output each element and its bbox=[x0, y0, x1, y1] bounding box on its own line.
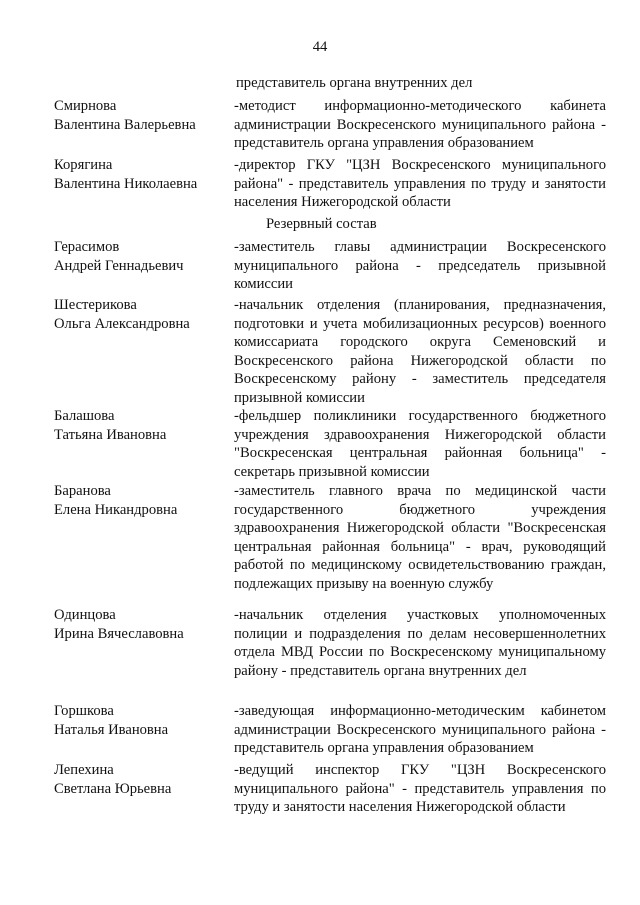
member-name bbox=[54, 606, 229, 643]
reserve-section-title: Резервный состав bbox=[266, 216, 377, 232]
member-surname: Одинцова bbox=[54, 607, 116, 623]
member-name bbox=[54, 238, 229, 275]
member-given-names: Елена Никандровна bbox=[54, 501, 178, 518]
member-surname: Горшкова bbox=[54, 703, 114, 719]
member-role: -начальник отделения участковых уполномоченных полиции и подразделения по делам несовершеннолетних отдела МВД России по Воскресенскому муниципальному району - представитель органа внутренних дел bbox=[234, 607, 606, 679]
member-role: -фельдшер поликлиники государственного бюджетного учреждения здравоохранения Нижегородской области "Воскресенская центральная районная больница" - секретарь призывной комиссии bbox=[234, 408, 606, 480]
member-role: -начальник отделения (планирования, предназначения, подготовки и учета мобилизационных ресурсов) военного комиссариата городского округа Семеновский и Воскресенского района Нижегородской области по Воскресенскому району - заместитель председателя призывной комиссии bbox=[234, 297, 606, 406]
member-name bbox=[54, 296, 229, 333]
member-given-names: Ирина Вячеславовна bbox=[54, 625, 184, 642]
member-surname: Лепехина bbox=[54, 762, 114, 778]
member-given-names: Татьяна Ивановна bbox=[54, 426, 167, 443]
member-role: -заместитель главы администрации Воскресенского муниципального района - председатель призывной комиссии bbox=[234, 239, 606, 292]
member-name bbox=[54, 97, 229, 134]
member-name bbox=[54, 156, 229, 193]
member-surname: Корягина bbox=[54, 157, 113, 173]
member-given-names: Валентина Николаевна bbox=[54, 175, 198, 192]
member-role: -ведущий инспектор ГКУ "ЦЗН Воскресенского муниципального района" - представитель управления по труду и занятости населения Нижегородской области bbox=[234, 762, 606, 815]
member-surname: Шестерикова bbox=[54, 297, 137, 313]
member-role: -заведующая информационно-методическим кабинетом администрации Воскресенского муниципального района - представитель органа управления образованием bbox=[234, 703, 606, 756]
member-given-names: Наталья Ивановна bbox=[54, 721, 169, 738]
member-name bbox=[54, 702, 229, 739]
member-surname: Герасимов bbox=[54, 239, 120, 255]
member-given-names: Светлана Юрьевна bbox=[54, 780, 172, 797]
member-role: -методист информационно-методического кабинета администрации Воскресенского муниципального района - представитель органа управления образованием bbox=[234, 98, 606, 151]
member-name bbox=[54, 482, 229, 519]
member-given-names: Ольга Александровна bbox=[54, 315, 190, 332]
member-given-names: Валентина Валерьевна bbox=[54, 116, 196, 133]
member-role: -заместитель главного врача по медицинской части государственного бюджетного учреждения здравоохранения Нижегородской области "Воскресенская центральная районная больница" - врач, руководящий работой по медицинскому освидетельствованию граждан, подлежащих призыву на военную службу bbox=[234, 483, 606, 592]
member-name bbox=[54, 407, 229, 444]
member-surname: Баранова bbox=[54, 483, 111, 499]
member-role: -директор ГКУ "ЦЗН Воскресенского муниципального района" - представитель управления по труду и занятости населения Нижегородской области bbox=[234, 157, 606, 210]
member-name bbox=[54, 761, 229, 798]
member-given-names: Андрей Геннадьевич bbox=[54, 257, 184, 274]
member-surname: Смирнова bbox=[54, 98, 117, 114]
page-number: 44 bbox=[312, 39, 328, 55]
continuation-text: представитель органа внутренних дел bbox=[236, 75, 473, 91]
member-surname: Балашова bbox=[54, 408, 115, 424]
